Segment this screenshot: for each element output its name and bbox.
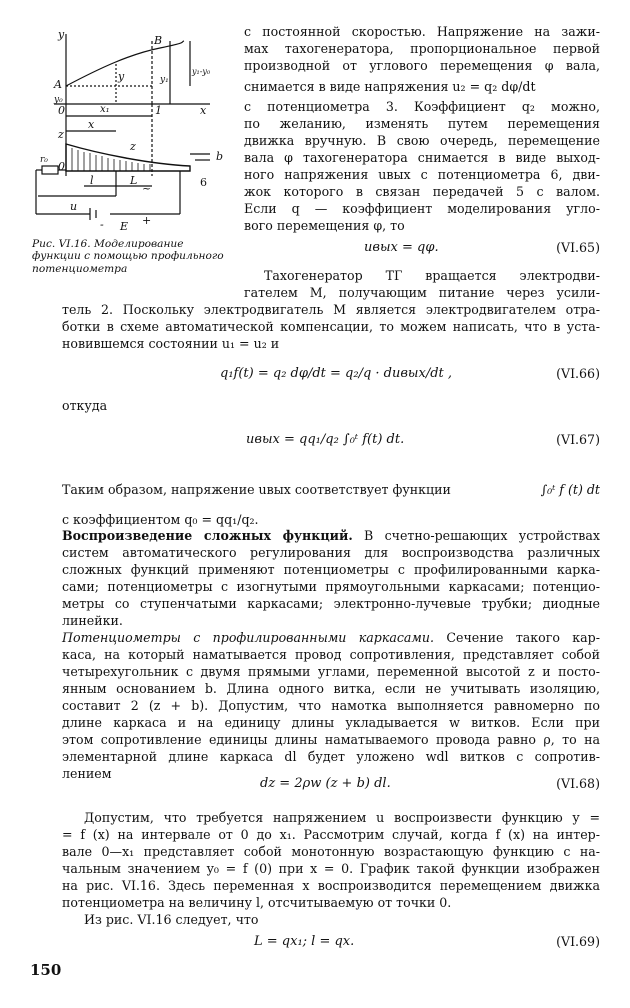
text-line: длине каркаса и на единицу длины укладывается w витков. Если при <box>62 715 600 730</box>
svg-text:b: b <box>216 150 224 163</box>
formula-vi69 <box>62 932 600 956</box>
text-line: Из рис. VI.16 следует, что <box>84 912 259 927</box>
paragraph-tg <box>62 302 600 353</box>
figure-vi16 <box>30 26 240 234</box>
svg-text:B: B <box>154 34 163 47</box>
formula-number: (VI.69) <box>556 934 600 949</box>
svg-text:x₁: x₁ <box>100 104 110 115</box>
text-line: Допустим, что требуется напряжением u воспроизвести функцию y = <box>84 810 600 825</box>
takim-integral: ∫₀ᵗ f (t) dt <box>540 482 600 497</box>
text-line: гателем М, получающим питание через усили- <box>244 285 600 300</box>
right-column-text <box>244 24 600 235</box>
svg-text:x: x <box>200 104 207 117</box>
text-line: метры со ступенчатыми каркасами; электронно-лучевые трубки; диодные <box>62 596 600 611</box>
formula-expr: L = qx₁; l = qx. <box>254 934 355 949</box>
paragraph-dopustim <box>62 810 600 929</box>
text-line <box>62 482 600 502</box>
text-line: каса, на который наматывается провод сопротивления, представляет собой <box>62 647 600 662</box>
svg-text:z: z <box>58 128 64 141</box>
resistor-r0 <box>42 166 58 174</box>
text-line: на рис. VI.16. Здесь переменная x воспроизводится перемещением движка <box>62 878 600 893</box>
formula-vi68 <box>62 774 600 798</box>
paragraph-potentiometers <box>62 630 600 783</box>
text-line: вале 0—x₁ представляет собой монотонную возрастающую функцию с на- <box>62 844 600 859</box>
svg-text:6: 6 <box>200 176 207 189</box>
svg-text:0: 0 <box>58 160 65 173</box>
text-line: по желанию, изменять путем перемещения <box>244 116 600 131</box>
formula-expr: dz = 2ρw (z + b) dl. <box>260 776 391 791</box>
paragraph-takim <box>62 482 600 529</box>
text-line: производной от углового перемещения φ вала, <box>244 58 600 73</box>
formula-expr: q₁f(t) = q₂ dφ/dt = q₂/q · duвых/dt , <box>220 366 453 381</box>
svg-text:L: L <box>130 174 138 187</box>
text-line: Если q — коэффициент моделирования угло- <box>244 201 600 216</box>
svg-text:1: 1 <box>155 104 162 117</box>
text-line: составит 2 (z + b). Допустим, что намотка выполняется равномерно по <box>62 698 600 713</box>
text-line: лением <box>62 766 112 781</box>
svg-text:l: l <box>90 174 94 187</box>
text-line: снимается в виде напряжения u₂ = q₂ dφ/dt <box>244 79 536 94</box>
svg-text:u: u <box>70 200 78 213</box>
text-line: тель 2. Поскольку электродвигатель М является электродвигателем отра- <box>62 302 600 317</box>
figure-caption: Рис. VI.16. Моделирование функции с помощью профильного потенциометра <box>32 238 224 275</box>
formula-number: (VI.65) <box>556 240 600 255</box>
text-line: элементарной длине каркаса dl будет уложено wdl витков с сопротив- <box>62 749 600 764</box>
text-line: четырехугольник с двумя прямыми углами, переменной высотой z и посто- <box>62 664 600 679</box>
text-line <box>62 630 600 647</box>
formula-expr: uвых = qq₁/q₂ ∫₀ᵗ f(t) dt. <box>246 432 405 447</box>
section-heading: Воспроизведение сложных функций. <box>62 528 353 543</box>
text-line: вого перемещения φ, то <box>244 218 405 233</box>
text-line: янным основанием b. Длина одного витка, если не учитывать изоляцию, <box>62 681 600 696</box>
text-line: мах тахогенератора, пропорциональное первой <box>244 41 600 56</box>
page-number: 150 <box>30 961 62 979</box>
paragraph-slozhnye <box>62 528 600 630</box>
svg-text:r₀: r₀ <box>40 155 48 165</box>
paragraph-tg-top <box>244 268 600 302</box>
text-line: линейки. <box>62 613 123 628</box>
text-line: ного напряжения uвых с потенциометра 6, дви- <box>244 167 600 182</box>
text-line: сложных функций применяют потенциометры с профилированными карка- <box>62 562 600 577</box>
text-line: с постоянной скоростью. Напряжение на зажи- <box>244 24 600 39</box>
text-line: потенциометра на величину l, отсчитываемую от точки 0. <box>62 895 452 910</box>
formula-number: (VI.67) <box>556 432 600 447</box>
text-line: новившемся состоянии u₁ = u₂ и <box>62 336 280 351</box>
text-line: с потенциометра 3. Коэффициент q₂ можно, <box>244 99 600 114</box>
formula-vi66 <box>62 356 600 396</box>
text-line <box>62 528 600 545</box>
svg-text:0: 0 <box>58 104 65 117</box>
text-line: вала φ тахогенератора снимается в виде выход- <box>244 150 600 165</box>
text-line: чальным значением y₀ = f (0) при x = 0. График такой функции изображен <box>62 861 600 876</box>
text-line: сами; потенциометры с изогнутыми прямоугольными каркасами; потенцио- <box>62 579 600 594</box>
text-span: Сечение такого кар- <box>434 630 600 645</box>
svg-text:A: A <box>54 78 62 91</box>
text-line: движка вручную. В свою очередь, перемещение <box>244 133 600 148</box>
svg-text:y₁-y₀: y₁-y₀ <box>192 67 211 76</box>
text-line: Тахогенератор ТГ вращается электродви- <box>264 268 600 283</box>
otkuda-text: откуда <box>62 398 108 413</box>
text-line: с коэффициентом q₀ = qq₁/q₂. <box>62 512 259 527</box>
svg-text:y: y <box>58 28 65 41</box>
formula-vi67 <box>62 420 600 464</box>
text-line: = f (x) на интервале от 0 до x₁. Рассмотрим случай, когда f (x) на интер- <box>62 827 600 842</box>
text-line: ботки в схеме автоматической компенсации, то можем написать, что в устa- <box>62 319 600 334</box>
profile-frame <box>66 144 190 171</box>
formula-number: (VI.68) <box>556 776 600 791</box>
svg-text:z: z <box>130 140 136 153</box>
svg-text:y₀: y₀ <box>54 95 63 105</box>
svg-text:y: y <box>118 70 125 83</box>
formula-number: (VI.66) <box>556 366 600 381</box>
svg-text:y₁: y₁ <box>160 75 169 85</box>
svg-text:E: E <box>120 220 129 233</box>
svg-text:+: + <box>142 214 152 227</box>
text-line: систем автоматического регулирования для воспроизводства различных <box>62 545 600 560</box>
section-heading-italic: Потенциометры с профилированными каркасами. <box>62 630 434 645</box>
takim-text: Таким образом, напряжение uвых соответствует функции <box>62 482 451 497</box>
svg-text:-: - <box>100 218 104 231</box>
svg-text:x: x <box>88 118 95 131</box>
text-span: В счетно-решающих устройствах <box>352 528 600 543</box>
text-line: жок которого в связан передачей 5 с валом. <box>244 184 600 199</box>
svg-text:~: ~ <box>142 182 152 195</box>
text-line: этом сопротивление единицы длины наматываемого провода равно ρ, то на <box>62 732 600 747</box>
formula-expr: uвых = qφ. <box>364 240 439 255</box>
